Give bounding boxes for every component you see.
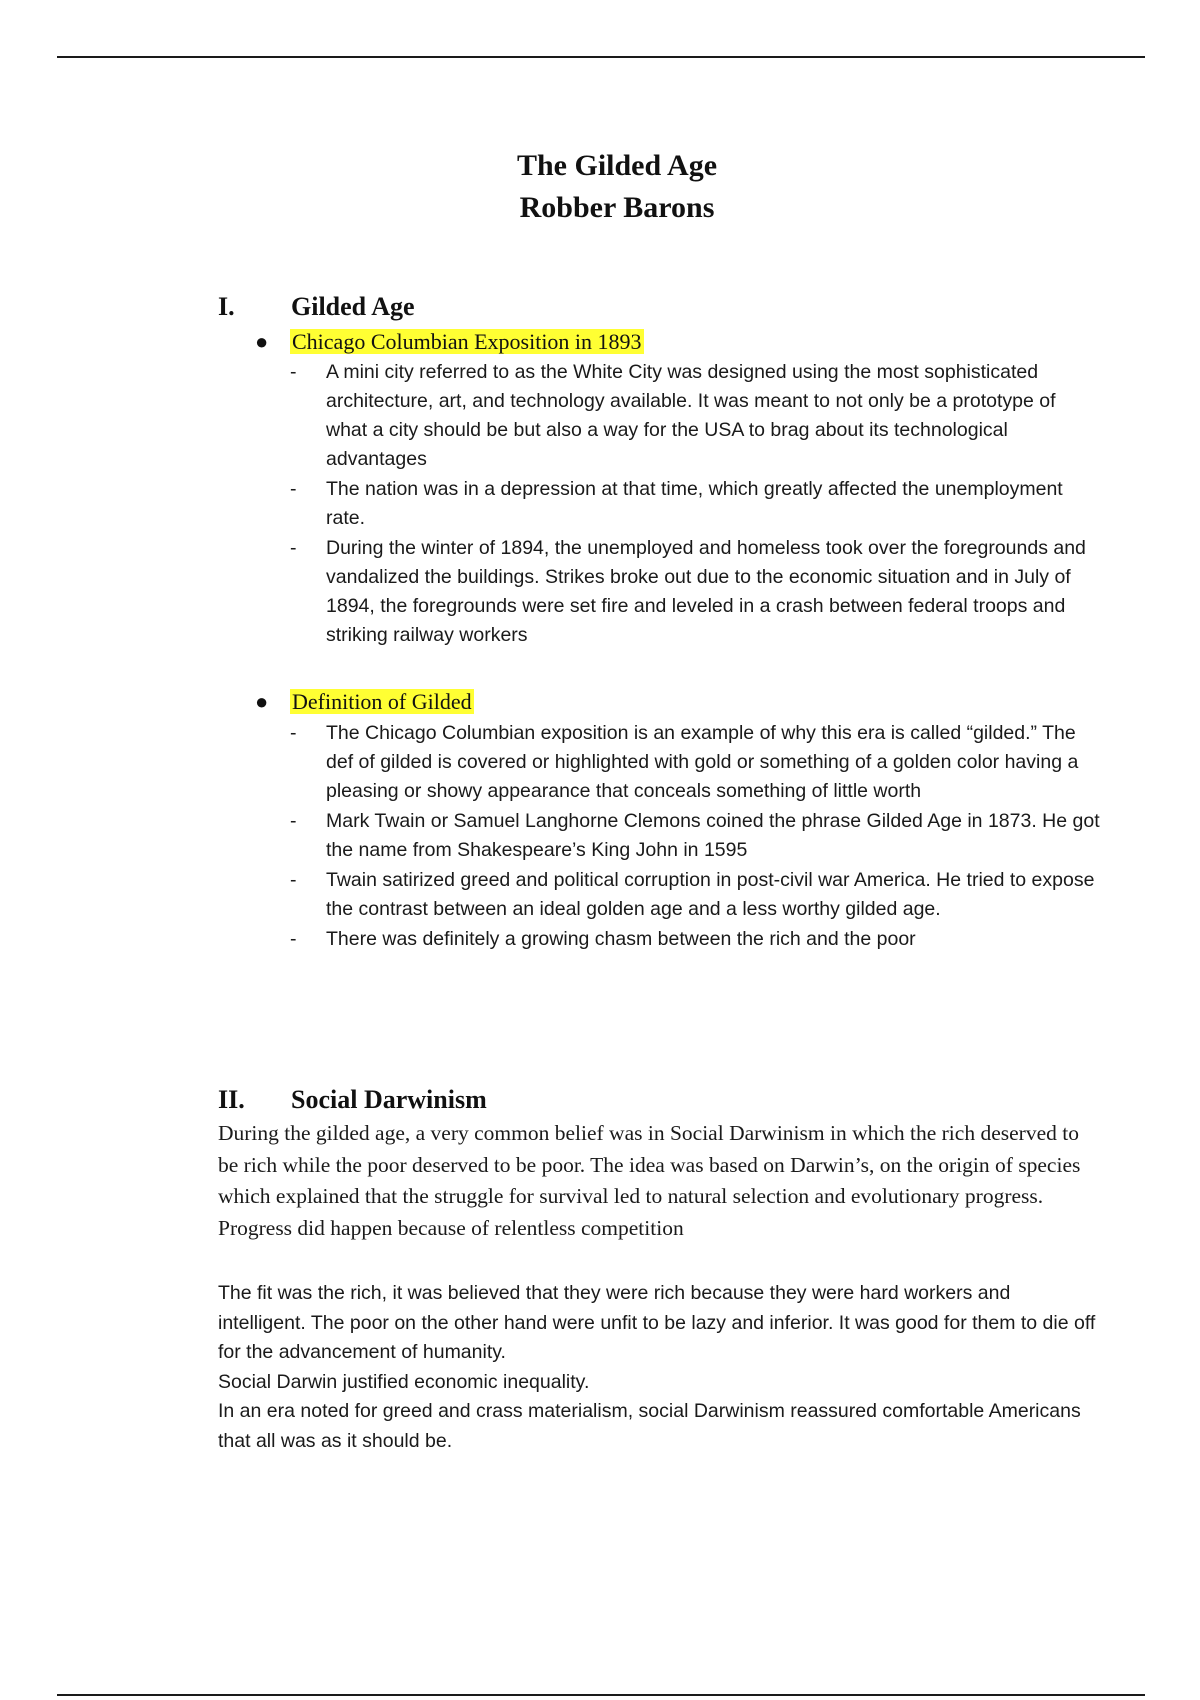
title-line-2: Robber Barons bbox=[519, 191, 715, 224]
social-darwinism-intro: During the gilded age, a very common belief was in Social Darwinism in which the rich deserved to be rich while the poor deserved to be poor. The idea was based on Darwin’s, on the origin of species which explained that the struggle for survival led to natural selection and evolutionary progress. Progress did happen because of relentless competition bbox=[218, 1121, 1081, 1240]
bullet-chicago-exposition bbox=[255, 327, 644, 357]
section-heading-social-darwinism bbox=[218, 1083, 487, 1117]
paragraph: The fit was the rich, it was believed that they were rich because they were hard workers and intelligent. The poor on the other hand were unfit to be lazy and inferior. It was good for them to die off for the advancement of humanity. bbox=[218, 1282, 1096, 1363]
list-item: - During the winter of 1894, the unemployed and homeless took over the foregrounds and vandalized the buildings. Strikes broke out due to the economic situation and in July of 1894, the foregrounds were set fire and leveled in a crash between federal troops and striking railway workers bbox=[290, 534, 1100, 650]
list-item: - There was definitely a growing chasm between the rich and the poor bbox=[290, 925, 1100, 954]
bullet-dot-icon: ● bbox=[255, 689, 269, 714]
section-heading-gilded-age bbox=[218, 290, 415, 324]
list-item: - The Chicago Columbian exposition is an example of why this era is called “gilded.” The def of gilded is covered or highlighted with gold or something of a golden color having a pleasing or showy appearance that conceals something of little worth bbox=[290, 719, 1100, 806]
bottom-rule bbox=[57, 1694, 1145, 1696]
definition-notes bbox=[290, 719, 1100, 955]
paragraph: Social Darwin justified economic inequality. bbox=[218, 1370, 590, 1393]
bullet-dot-icon: ● bbox=[255, 329, 269, 354]
list-item: - A mini city referred to as the White City was designed using the most sophisticated architecture, art, and technology available. It was meant to not only be a prototype of what a city should be but also a way for the USA to brag about its technological advantages bbox=[290, 358, 1100, 474]
highlighted-topic: Chicago Columbian Exposition in 1893 bbox=[292, 329, 642, 354]
highlighted-topic: Definition of Gilded bbox=[292, 689, 472, 714]
section-title: Gilded Age bbox=[291, 292, 415, 321]
title-line-1: The Gilded Age bbox=[516, 149, 718, 182]
top-rule bbox=[57, 56, 1145, 58]
document-title bbox=[0, 145, 1200, 229]
exposition-notes bbox=[290, 358, 1100, 651]
bullet-definition-gilded bbox=[255, 687, 474, 717]
section-numeral: II. bbox=[218, 1085, 245, 1114]
section-numeral: I. bbox=[218, 292, 235, 321]
section-title: Social Darwinism bbox=[291, 1085, 487, 1114]
social-darwinism-body bbox=[218, 1279, 1103, 1456]
paragraph: In an era noted for greed and crass materialism, social Darwinism reassured comfortable Americans that all was as it should be. bbox=[218, 1400, 1081, 1452]
list-item: - Mark Twain or Samuel Langhorne Clemons coined the phrase Gilded Age in 1873. He got the name from Shakespeare’s King John in 1595 bbox=[290, 807, 1100, 865]
list-item: - The nation was in a depression at that time, which greatly affected the unemployment rate. bbox=[290, 475, 1100, 533]
list-item: - Twain satirized greed and political corruption in post-civil war America. He tried to expose the contrast between an ideal golden age and a less worthy gilded age. bbox=[290, 866, 1100, 924]
